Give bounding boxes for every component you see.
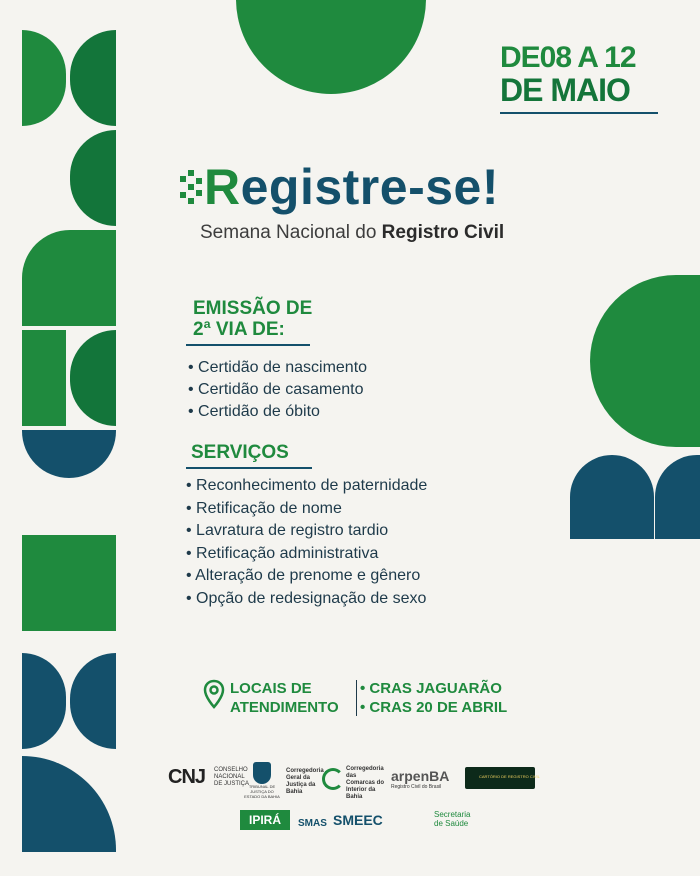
cartorio-logo-text: CARTÓRIO DE REGISTRO CIVIL bbox=[479, 774, 540, 779]
subtitle-prefix: Semana Nacional do bbox=[200, 222, 377, 243]
decor-half-circle bbox=[590, 275, 700, 447]
location-item: • CRAS 20 DE ABRIL bbox=[360, 698, 507, 717]
cnj-logo-mark: CNJ bbox=[168, 766, 206, 788]
smas-logo: SMAS bbox=[298, 818, 327, 829]
dates-underline bbox=[500, 112, 658, 114]
list-item: • Certidão de nascimento bbox=[188, 359, 367, 381]
list-item: • Certidão de casamento bbox=[188, 381, 367, 403]
tj-logo-text: TRIBUNAL DE JUSTIÇA DO ESTADO DA BAHIA bbox=[244, 784, 280, 799]
title-first-letter: R bbox=[204, 159, 241, 215]
tj-emblem-icon bbox=[253, 762, 271, 784]
cartorio-logo bbox=[465, 767, 540, 789]
title-block bbox=[180, 158, 600, 216]
locations-label-line1: LOCAIS DE bbox=[230, 680, 312, 697]
arpen-logo-mark: arpenBA bbox=[391, 768, 450, 784]
event-dates bbox=[500, 42, 670, 114]
saude-logo-text: Secretaria de Saúde bbox=[434, 810, 471, 828]
smeec-logo bbox=[333, 812, 413, 828]
section-servicos-list bbox=[186, 477, 427, 612]
decor-shape bbox=[22, 230, 116, 326]
arpen-logo bbox=[391, 768, 463, 790]
decor-shape bbox=[22, 430, 116, 478]
section-servicos-underline bbox=[186, 467, 312, 469]
locations-divider bbox=[356, 680, 357, 716]
cnj-logo-text: CONSELHO NACIONAL DE JUSTIÇA bbox=[214, 767, 250, 787]
corregedoria-interior-text: Corregedoria das Comarcas do Interior da Bahia bbox=[346, 766, 385, 800]
saude-logo bbox=[418, 810, 478, 828]
decor-shape bbox=[655, 455, 700, 539]
section-servicos-title: SERVIÇOS bbox=[191, 442, 289, 463]
decor-shape bbox=[70, 330, 116, 426]
decor-shape bbox=[22, 535, 116, 631]
section-emissao-title-line1: EMISSÃO DE bbox=[193, 298, 313, 319]
section-emissao-title bbox=[193, 298, 312, 340]
subtitle-bold: Registro Civil bbox=[381, 222, 505, 243]
subtitle bbox=[200, 222, 504, 244]
title-rest: egistre-se! bbox=[240, 159, 499, 215]
location-item: • CRAS JAGUARÃO bbox=[360, 679, 507, 698]
dates-line-2: DE MAIO bbox=[500, 72, 630, 108]
decor-shape bbox=[570, 455, 654, 539]
locations-list bbox=[360, 679, 507, 717]
tj-logo bbox=[244, 762, 280, 799]
list-item: • Reconhecimento de paternidade bbox=[186, 477, 427, 500]
locations-label bbox=[230, 679, 339, 717]
section-emissao-title-line2: 2ª VIA DE: bbox=[193, 319, 285, 340]
decor-shape bbox=[70, 653, 116, 749]
list-item: • Certidão de óbito bbox=[188, 403, 367, 425]
ipira-logo-text: IPIRÁ bbox=[248, 813, 281, 827]
decor-circle bbox=[236, 0, 426, 94]
smeec-logo-text: SMEEC bbox=[333, 812, 383, 828]
main-title bbox=[180, 158, 600, 216]
section-emissao-list bbox=[188, 359, 367, 425]
list-item: • Retificação de nome bbox=[186, 500, 427, 523]
list-item: • Lavratura de registro tardio bbox=[186, 522, 427, 545]
decor-shape bbox=[22, 653, 66, 749]
corregedoria-geral-logo: Corregedoria Geral da Justiça da Bahia bbox=[286, 768, 324, 795]
section-emissao-underline bbox=[186, 344, 310, 346]
decor-shape bbox=[70, 30, 116, 126]
locations-label-line2: ATENDIMENTO bbox=[230, 699, 339, 716]
list-item: • Opção de redesignação de sexo bbox=[186, 590, 427, 613]
decor-shape bbox=[22, 756, 116, 852]
list-item: • Alteração de prenome e gênero bbox=[186, 567, 427, 590]
ipira-logo bbox=[240, 810, 290, 830]
arpen-logo-sub: Registro Civil do Brasil bbox=[391, 784, 442, 790]
decor-shape bbox=[22, 330, 66, 426]
decor-shape bbox=[70, 130, 116, 226]
decor-shape bbox=[22, 30, 66, 126]
list-item: • Retificação administrativa bbox=[186, 545, 427, 568]
dates-line-1: DE08 A 12 bbox=[500, 41, 636, 74]
location-pin-icon bbox=[203, 679, 225, 711]
corregedoria-c-icon bbox=[322, 768, 344, 790]
